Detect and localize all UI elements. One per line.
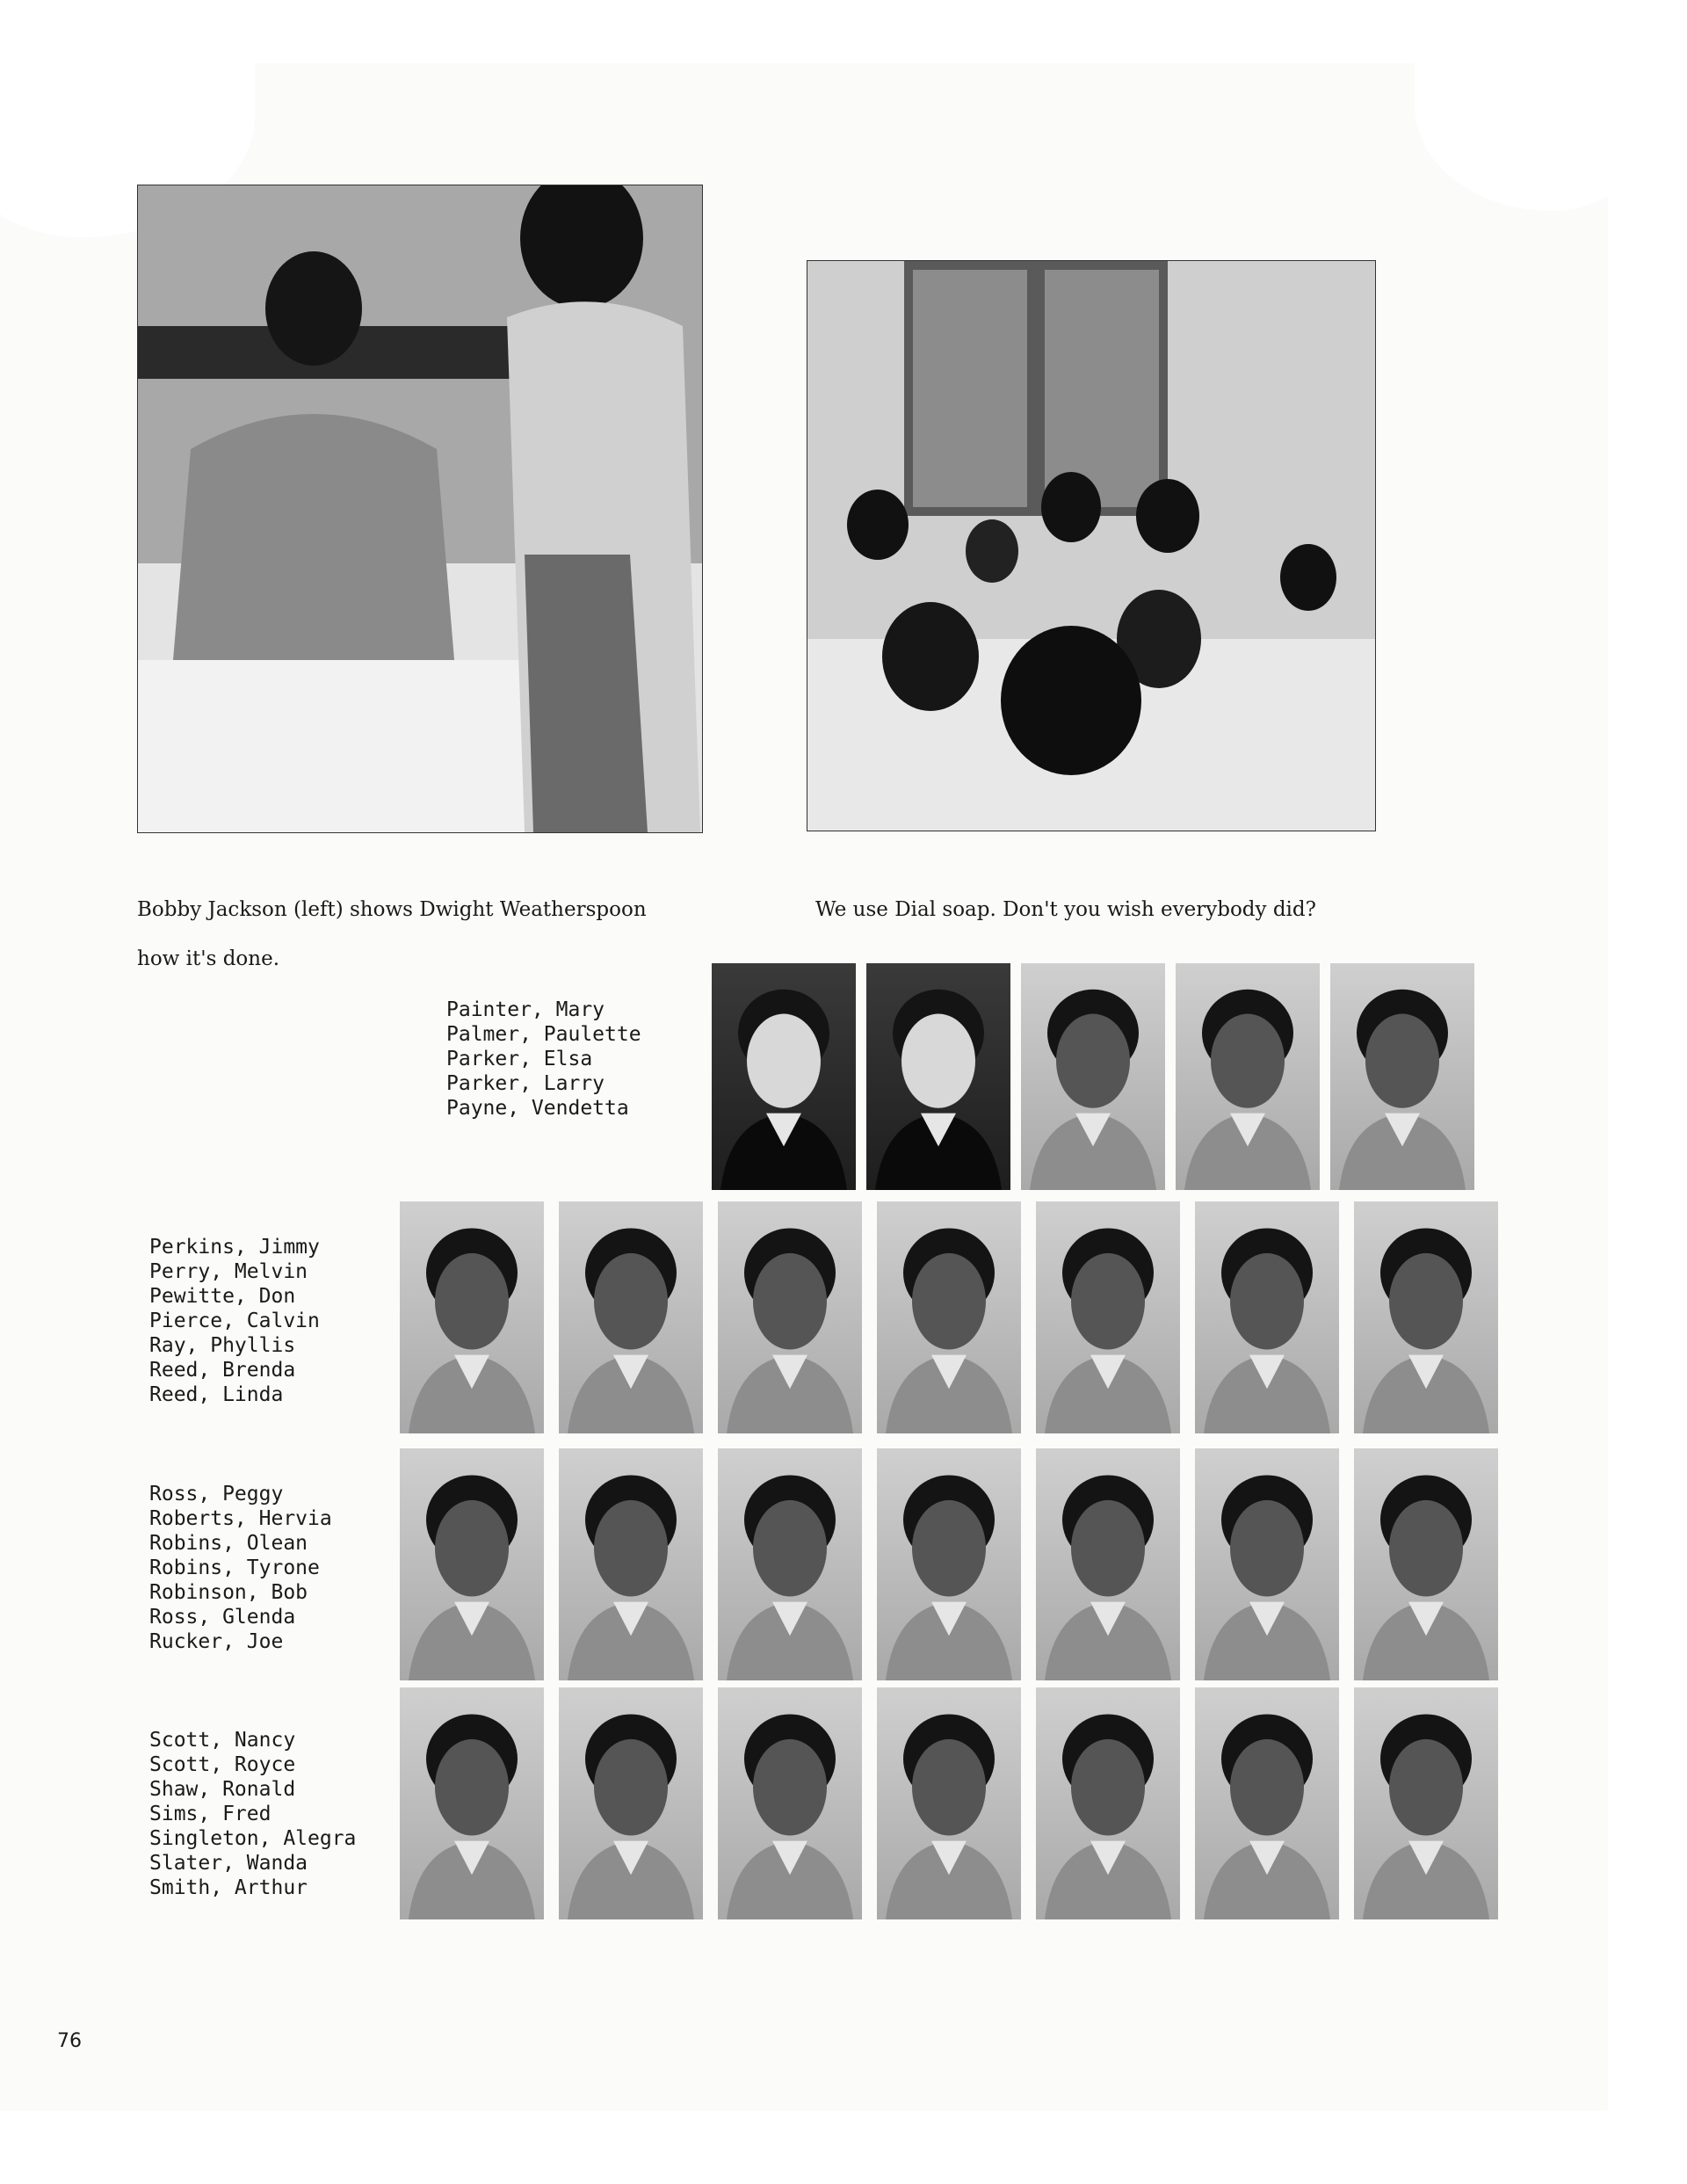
student-name: Painter, Mary (446, 998, 605, 1021)
student-name: Perkins, Jimmy (149, 1236, 320, 1259)
student-name: Parker, Elsa (446, 1048, 593, 1070)
student-name: Rucker, Joe (149, 1630, 284, 1653)
student-portrait (1195, 1448, 1339, 1680)
name-list-row-2 (149, 1235, 320, 1407)
name-list-row-1 (446, 998, 641, 1121)
student-portrait (400, 1687, 544, 1919)
classroom-caption-line-1: We use Dial soap. Don't you wish everybody did? (815, 898, 1316, 921)
workshop-caption (137, 873, 752, 996)
student-portrait (718, 1201, 862, 1433)
student-portrait (1036, 1448, 1180, 1680)
student-portrait (1036, 1687, 1180, 1919)
student-portrait (718, 1687, 862, 1919)
workshop-photo (137, 185, 703, 833)
student-portrait (1354, 1448, 1498, 1680)
student-portrait (400, 1201, 544, 1433)
page-number: 76 (57, 2030, 82, 2052)
workshop-caption-line-1: Bobby Jackson (left) shows Dwight Weatherspoon (137, 898, 647, 921)
student-portrait (1354, 1687, 1498, 1919)
student-portrait (1330, 963, 1474, 1190)
student-name: Robins, Tyrone (149, 1556, 320, 1579)
student-portrait (1021, 963, 1165, 1190)
student-portrait (559, 1201, 703, 1433)
student-name: Robinson, Bob (149, 1581, 308, 1604)
student-portrait (866, 963, 1010, 1190)
student-name: Shaw, Ronald (149, 1778, 296, 1801)
student-name: Ray, Phyllis (149, 1334, 296, 1357)
student-portrait (1354, 1201, 1498, 1433)
student-portrait (877, 1687, 1021, 1919)
student-portrait (1176, 963, 1320, 1190)
student-portrait (559, 1448, 703, 1680)
student-name: Scott, Royce (149, 1753, 296, 1776)
student-name: Reed, Linda (149, 1383, 284, 1406)
student-name: Reed, Brenda (149, 1359, 296, 1382)
name-list-row-3 (149, 1482, 332, 1654)
student-portrait (877, 1448, 1021, 1680)
student-name: Slater, Wanda (149, 1852, 308, 1875)
student-portrait (877, 1201, 1021, 1433)
student-name: Ross, Glenda (149, 1606, 296, 1629)
student-name: Pewitte, Don (149, 1285, 296, 1308)
classroom-photo (807, 260, 1376, 831)
student-name: Scott, Nancy (149, 1729, 296, 1752)
student-name: Payne, Vendetta (446, 1097, 629, 1120)
student-name: Ross, Peggy (149, 1483, 284, 1506)
student-portrait (1195, 1687, 1339, 1919)
student-portrait (400, 1448, 544, 1680)
student-portrait (1195, 1201, 1339, 1433)
student-name: Parker, Larry (446, 1072, 605, 1095)
student-name: Singleton, Alegra (149, 1827, 357, 1850)
student-portrait (1036, 1201, 1180, 1433)
student-name: Palmer, Paulette (446, 1023, 641, 1046)
student-portrait (559, 1687, 703, 1919)
student-portrait (718, 1448, 862, 1680)
student-name: Perry, Melvin (149, 1260, 308, 1283)
student-name: Roberts, Hervia (149, 1507, 332, 1530)
workshop-caption-line-2: how it's done. (137, 947, 279, 970)
student-name: Sims, Fred (149, 1803, 272, 1825)
classroom-caption (815, 873, 1430, 947)
name-list-row-4 (149, 1728, 356, 1900)
student-name: Robins, Olean (149, 1532, 308, 1555)
student-name: Smith, Arthur (149, 1876, 308, 1899)
student-portrait (712, 963, 856, 1190)
student-name: Pierce, Calvin (149, 1310, 320, 1332)
